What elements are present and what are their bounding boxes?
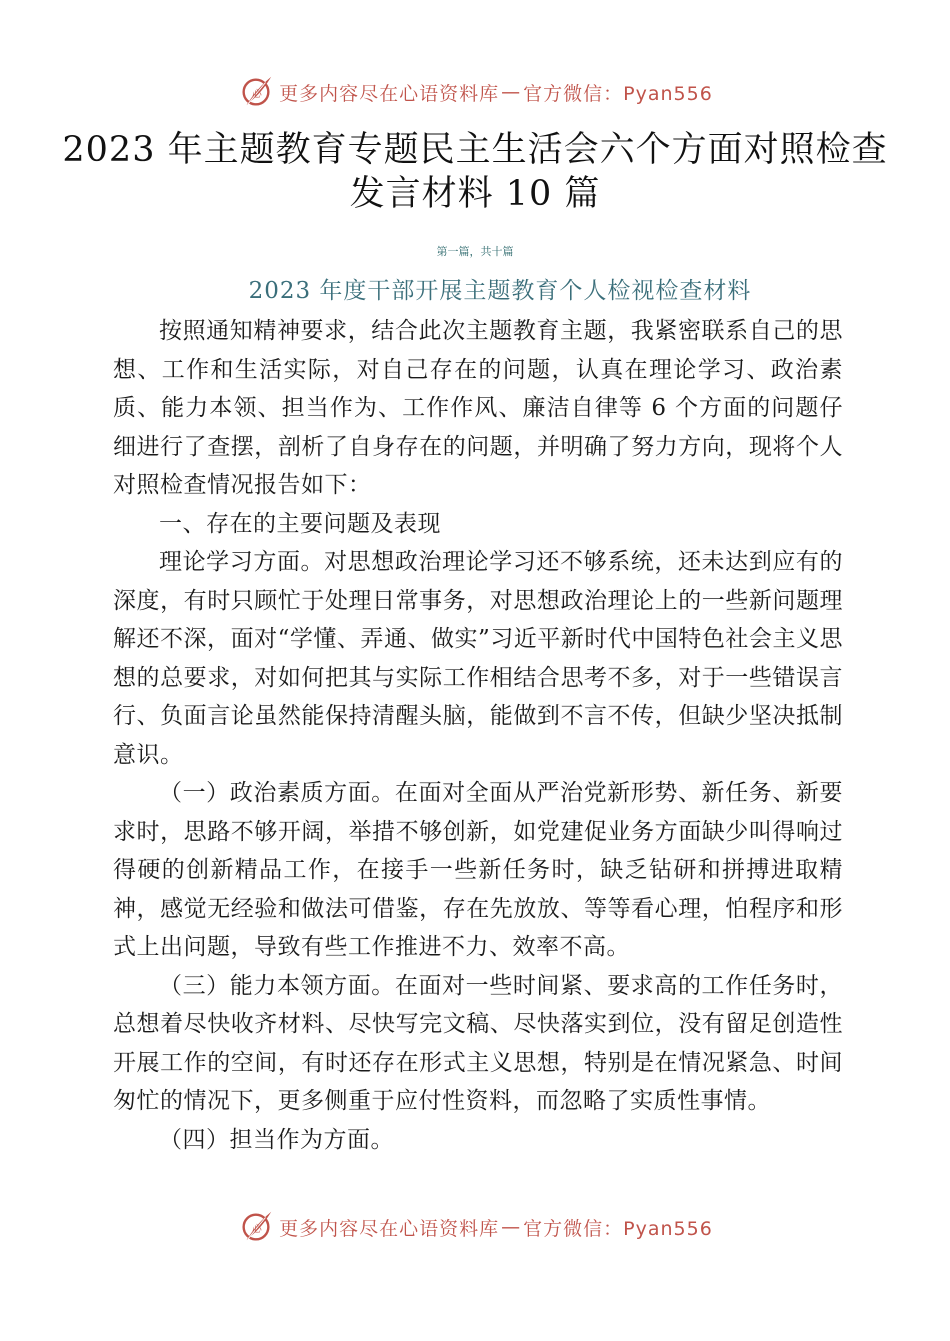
- banner-separator: —: [501, 1216, 522, 1238]
- paragraph: 一、存在的主要问题及表现: [159, 510, 441, 537]
- part-note: 第一篇，共十篇: [436, 245, 514, 258]
- banner-text: 更多内容尽在心语资料库: [279, 82, 500, 105]
- paragraph: （四）担当作为方面。: [159, 1126, 394, 1153]
- svg-text:心: 心: [252, 88, 263, 100]
- paragraph: （一）政治素质方面。在面对全面从严治党新形势、新任务、新要求时，思路不够开阔，举措不够创新，如党建促业务方面缺少叫得响过得硬的创新精品工作，在接手一些新任务时，缺乏钻研和拼搏进取精神，感觉无经验和做法可借鉴，存在先放放、等等看心理，怕程序和形式上出问题，导致有些工作推进不力、效率不高。: [113, 780, 843, 960]
- banner-wechat: 官方微信：Pyan556: [523, 1217, 713, 1240]
- paragraph: 理论学习方面。对思想政治理论学习还不够系统，还未达到应有的深度，有时只顾忙于处理日常事务，对思想政治理论上的一些新问题理解还不深，面对“学懂、弄通、做实”习近平新时代中国特色社会主义思想的总要求，对如何把其与实际工作相结合思考不多，对于一些错误言行、负面言论虽然能保持清醒头脑，能做到不言不传，但缺少坚决抵制意识。: [113, 549, 843, 768]
- paragraph: 按照通知精神要求，结合此次主题教育主题，我紧密联系自己的思想、工作和生活实际，对自己存在的问题，认真在理论学习、政治素质、能力本领、担当作为、工作作风、廉洁自律等 6 个方面的问题仔细进行了查摆，剖析了自身存在的问题，并明确了努力方向，现将个人对照检查情况报告如下：: [113, 318, 843, 498]
- quill-logo-icon: [237, 73, 275, 111]
- svg-text:心: 心: [252, 1223, 263, 1235]
- banner-wechat: 官方微信：Pyan556: [523, 82, 713, 105]
- document-title: 2023 年主题教育专题民主生活会六个方面对照检查发言材料 10 篇: [62, 130, 888, 214]
- banner-text: 更多内容尽在心语资料库: [279, 1217, 500, 1240]
- footer-banner: [0, 1207, 950, 1247]
- banner-separator: —: [501, 81, 522, 103]
- quill-logo-icon: [237, 1208, 275, 1246]
- section-heading: 2023 年度干部开展主题教育个人检视检查材料: [248, 278, 752, 304]
- header-banner: [0, 72, 950, 112]
- document-body: [113, 312, 843, 1159]
- paragraph: （三）能力本领方面。在面对一些时间紧、要求高的工作任务时，总想着尽快收齐材料、尽快写完文稿、尽快落实到位，没有留足创造性开展工作的空间，有时还存在形式主义思想，特别是在情况紧急、时间匆忙的情况下，更多侧重于应付性资料，而忽略了实质性事情。: [113, 972, 843, 1114]
